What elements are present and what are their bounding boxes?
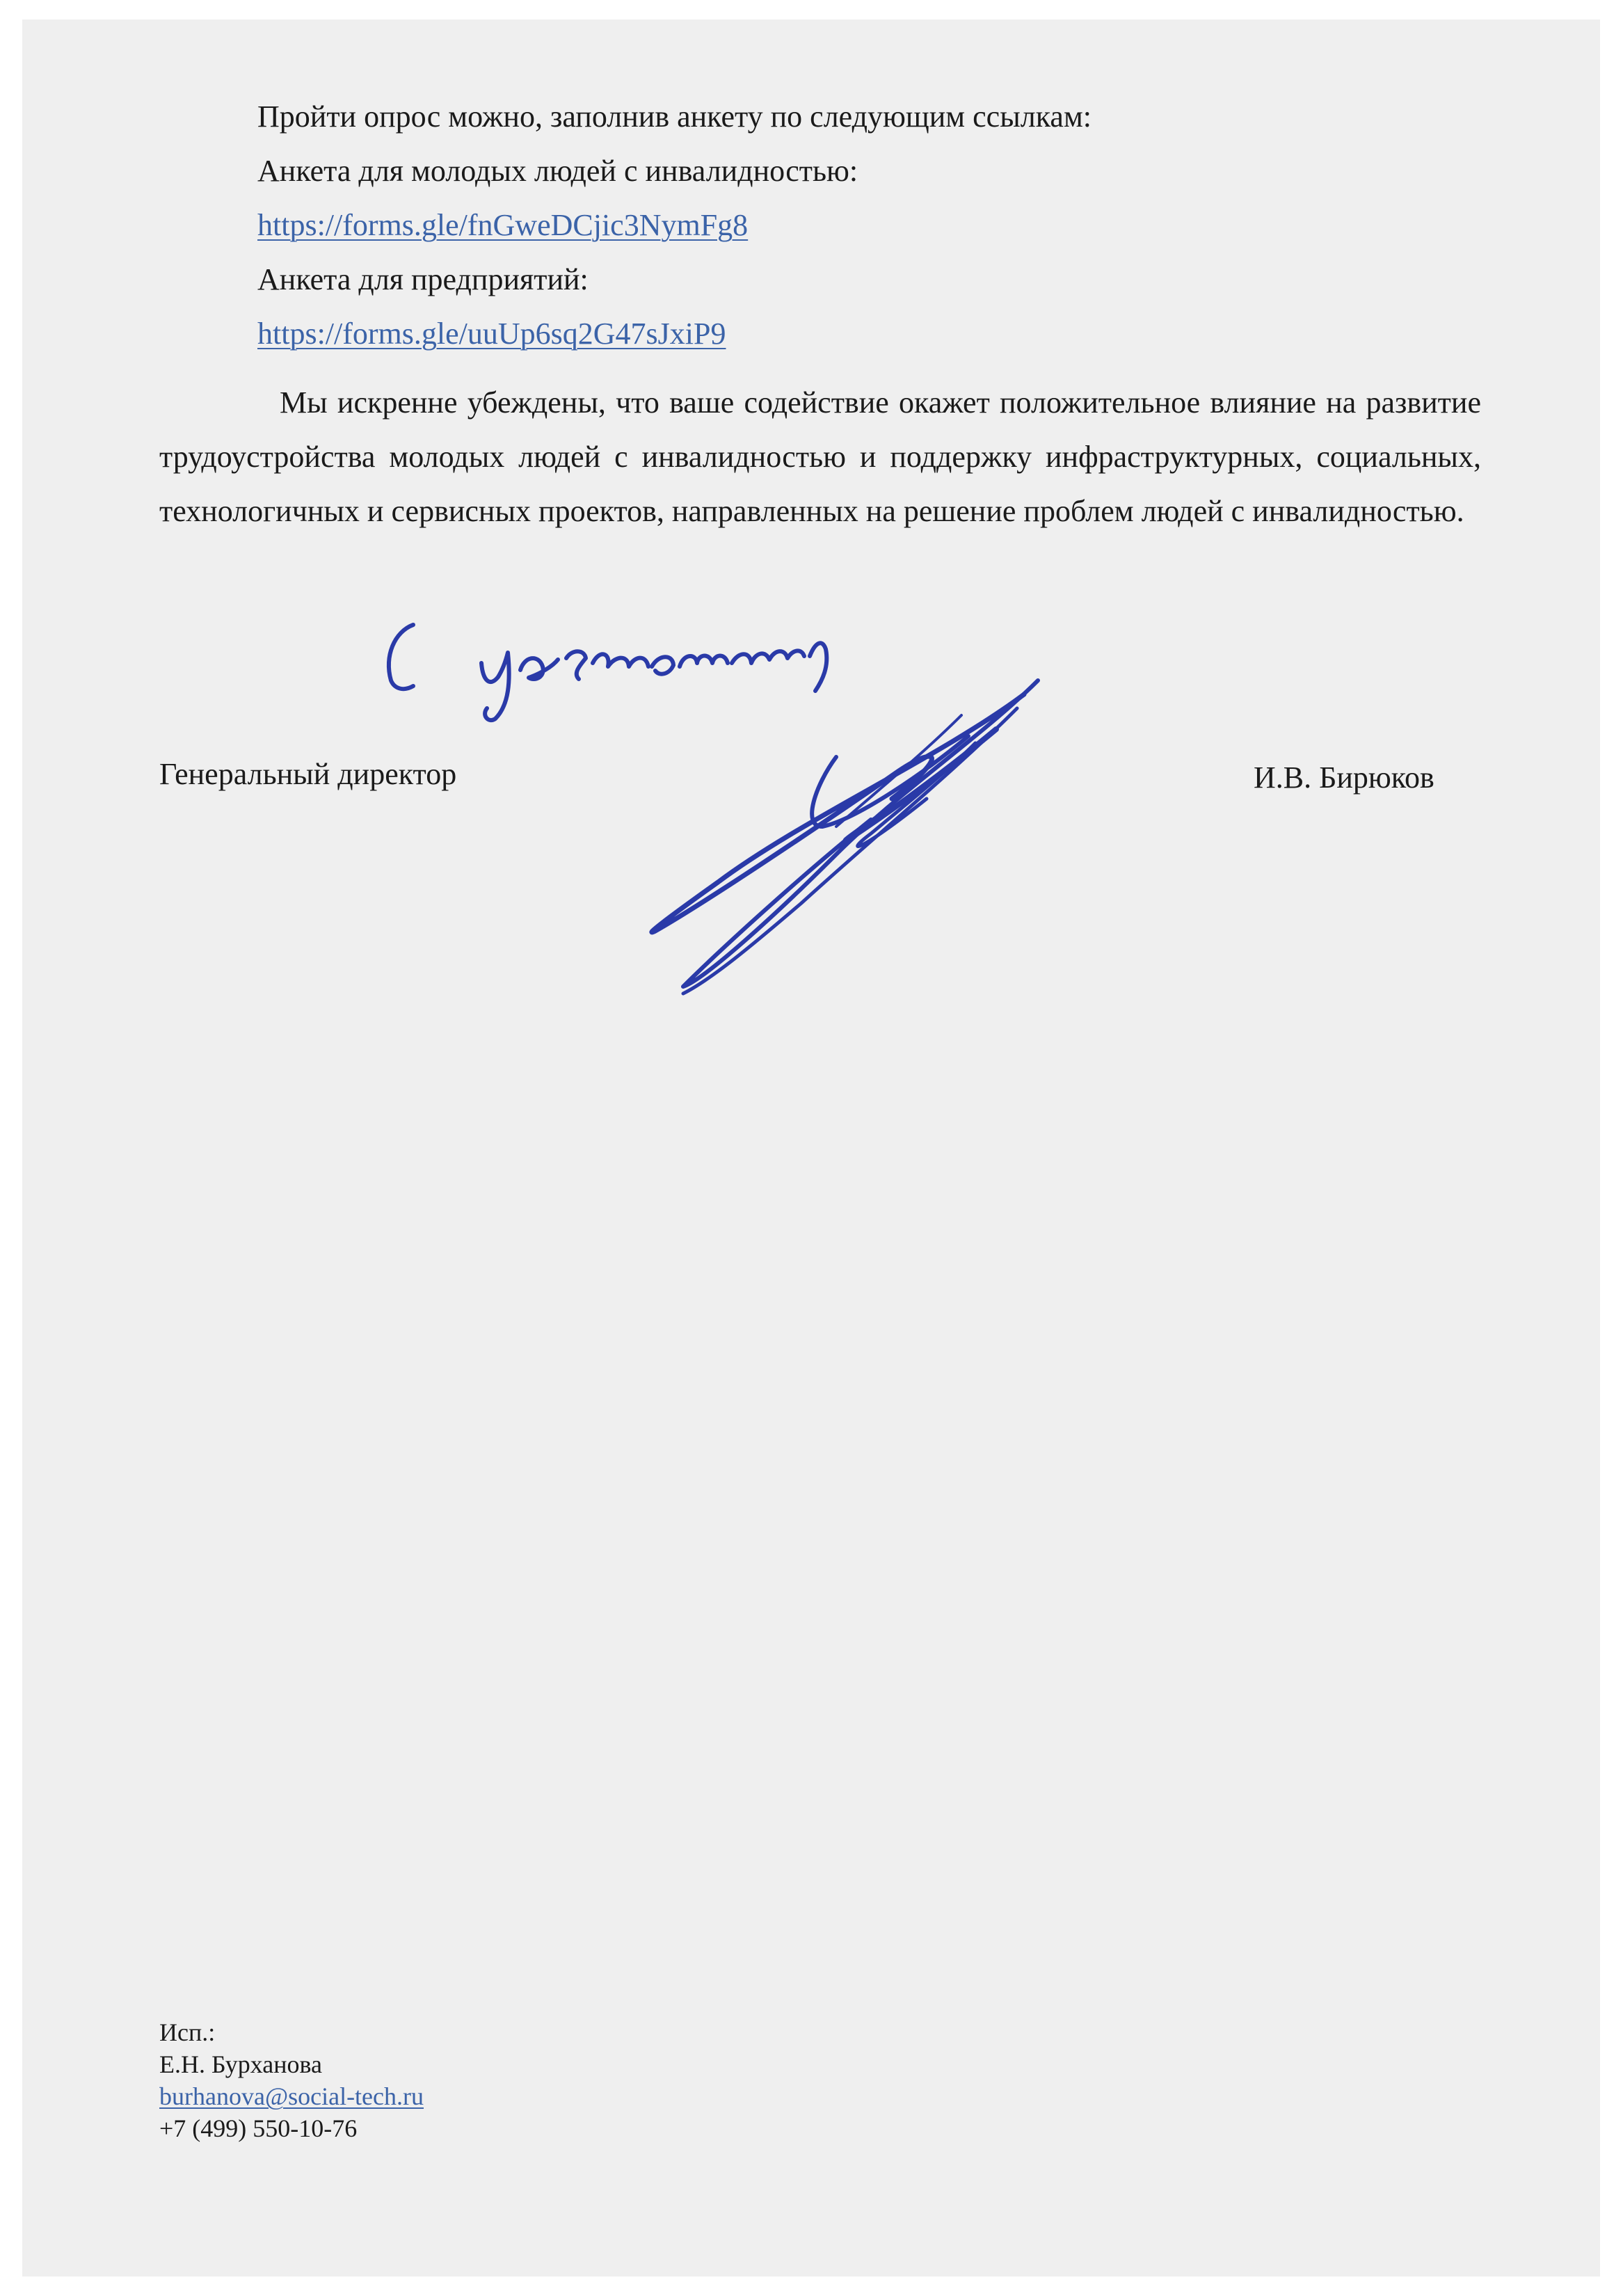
signatory-name: И.В. Бирюков — [1254, 760, 1434, 795]
body-paragraph: Мы искренне убеждены, что ваше содействие окажет положительное влияние на развитие трудоустройства молодых людей с инвалидностью и поддержку инфраструктурных, социальных, технологичных и сервисных проектов, направленных на решение проблем людей с инвалидностью. — [159, 385, 1481, 528]
executor-footer — [159, 2016, 424, 2144]
handwritten-signature — [22, 19, 1600, 2277]
companies-survey-link[interactable]: https://forms.gle/uuUp6sq2G47sJxiP9 — [257, 317, 726, 351]
document-page — [22, 19, 1600, 2277]
position-title: Генеральный директор — [159, 757, 457, 791]
handwritten-greeting — [389, 625, 826, 720]
survey-intro: Пройти опрос можно, заполнив анкету по следующим ссылкам: — [257, 99, 1092, 134]
youth-survey-label: Анкета для молодых людей с инвалидностью: — [257, 154, 858, 188]
executor-phone: +7 (499) 550-10-76 — [159, 2114, 358, 2142]
executor-name: Е.Н. Бурханова — [159, 2050, 323, 2078]
youth-survey-link[interactable]: https://forms.gle/fnGweDCjic3NymFg8 — [257, 208, 749, 242]
executor-label: Исп.: — [159, 2018, 216, 2046]
companies-survey-label: Анкета для предприятий: — [257, 262, 589, 296]
executor-email-link[interactable]: burhanova@social-tech.ru — [159, 2082, 424, 2110]
